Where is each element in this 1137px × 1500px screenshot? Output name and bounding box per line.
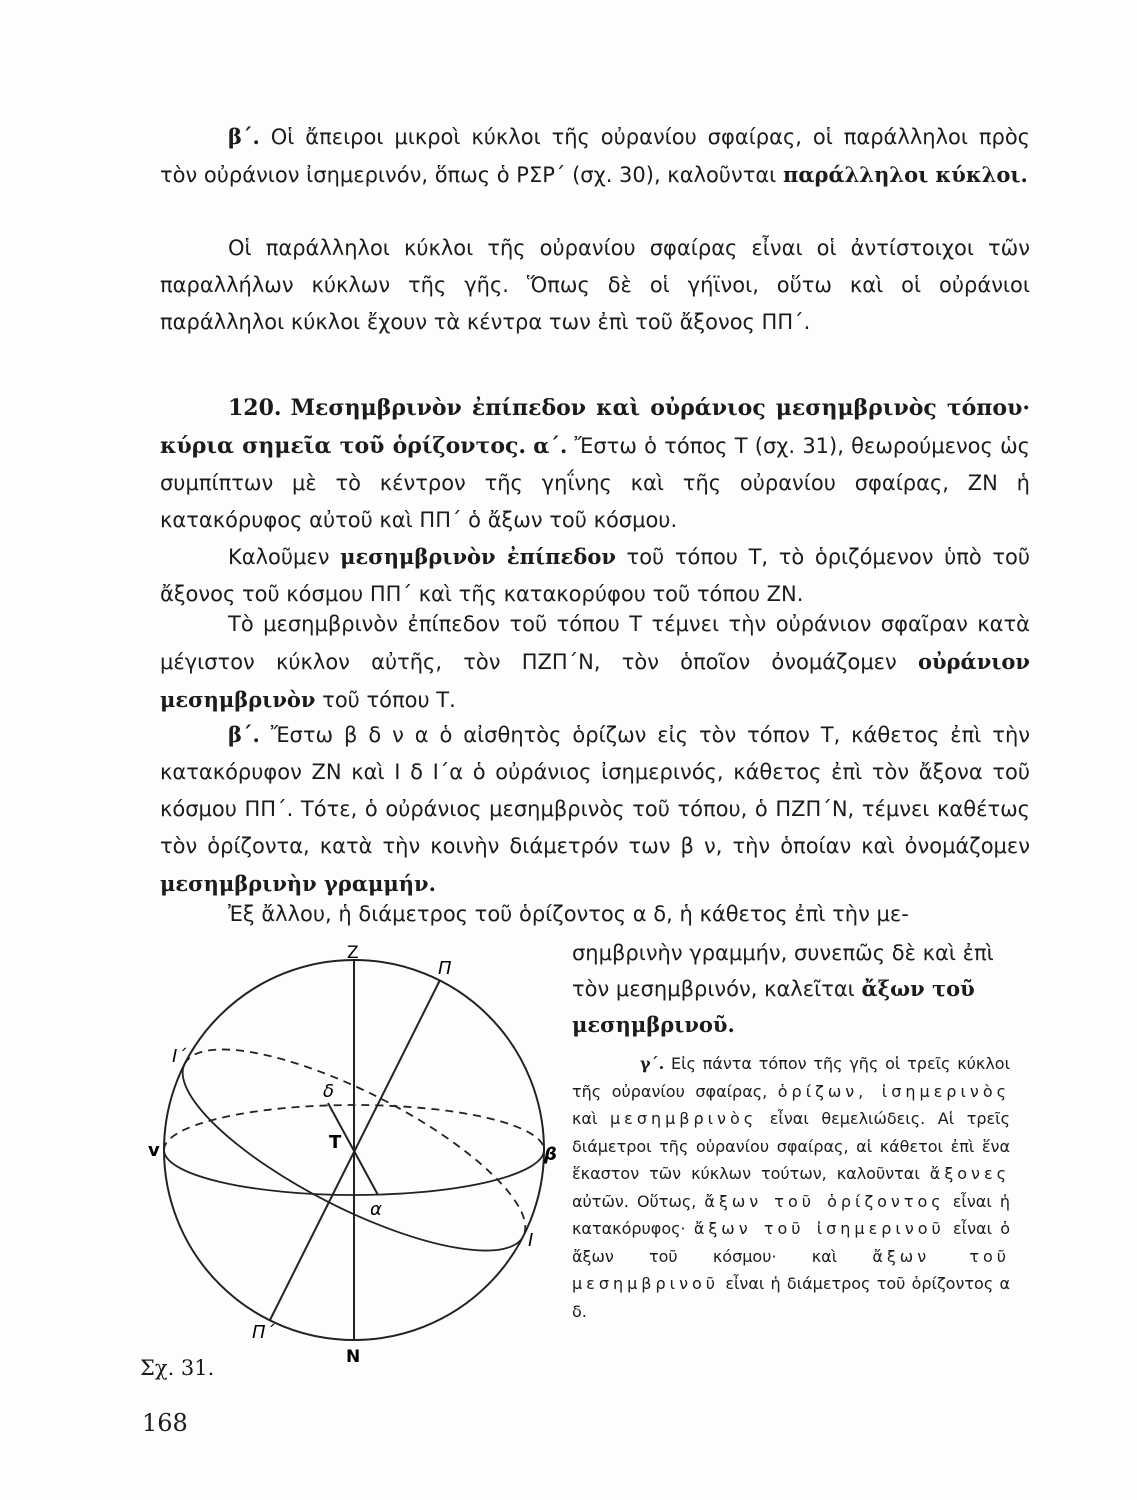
bold-term: μεσημβρινὸν ἐπίπεδον [340, 544, 616, 569]
paragraph-text: σημβρινὴν γραμμήν, συνεπῶς δὲ καὶ ἐπὶ τὸν μεσημβρινόν, καλεῖται [572, 941, 994, 1001]
spaced-term: ἄξων τοῦ ἰσημερινοῦ [693, 1219, 945, 1238]
paragraph-parallel-centers [160, 230, 1030, 341]
label-z: Z [347, 943, 359, 963]
paragraph-text: Οἱ παράλληλοι κύκλοι τῆς οὐρανίου σφαίρας εἶναι οἱ ἀντίστοιχοι τῶν παραλλήλων κύκλων τῆς γῆς. Ὅπως δὲ οἱ γήϊνοι, οὕτω καὶ οἱ οὐράνιοι παράλληλοι κύκλοι ἔχουν τὰ κέντρα των ἐπὶ τοῦ ἄξονος ΠΠ΄. [160, 236, 1030, 334]
figure-caption: Σχ. 31. [140, 1356, 215, 1380]
label-i: Ι [528, 1230, 534, 1251]
section-number: 120. [228, 395, 282, 421]
bold-term: ἄξων τοῦ μεσημβρινοῦ. [572, 976, 975, 1037]
paragraph-text: τοῦ τόπου Τ, τὸ ὁριζόμενον ὑπὸ τοῦ ἄξονος τοῦ κόσμου ΠΠ΄ καὶ τῆς κατακορύφου τοῦ τόπου ΖΝ. [160, 545, 1030, 606]
paragraph-celestial-meridian [160, 606, 1030, 719]
bold-term: μεσημβρινὴν γραμμήν. [160, 871, 436, 896]
label-p-prime: Π΄ [252, 1322, 275, 1343]
paragraph-text: εἶναι ἡ κατακόρυφος· [572, 1191, 1010, 1238]
label-n: N [346, 1347, 361, 1367]
label-p: Π [438, 958, 452, 979]
celestial-sphere-figure [140, 940, 560, 1380]
bold-term: οὐράνιον μεσημβρινὸν [160, 649, 1030, 712]
item-label: β΄. [228, 722, 260, 747]
paragraph-text: Ἔστω β δ ν α ὁ αἰσθητὸς ὁρίζων εἰς τὸν τόπον Τ, κάθετος ἐπὶ τὴν κατακόρυφον ΖΝ καὶ Ι δ Ι΄α ὁ οὐράνιος ἰσημερινός, κάθετος ἐπὶ τὸν ἄξονα τοῦ κόσμου ΠΠ΄. Τότε, ὁ οὐράνιος μεσημβρινὸς τοῦ τόπου, ὁ ΠΖΠ΄Ν, τέμνει καθέτως τὸν ὁρίζοντα, κατὰ τὴν κοινὴν διάμετρόν των β ν, τὴν ὁποίαν καὶ ὀνομάζομεν [160, 723, 1030, 858]
paragraph-text: Οἱ ἄπειροι μικροὶ κύκλοι τῆς οὐρανίου σφαίρας, οἱ παράλληλοι πρὸς τὸν οὐράνιον ἰσημερινόν, ὅπως ὁ ΡΣΡ΄ (σχ. 30), καλοῦνται [160, 125, 1030, 187]
paragraph-text: εἶναι ὁ ἄξων τοῦ κόσμου· καὶ [572, 1219, 1010, 1266]
paragraph-text: Ἔστω ὁ τόπος Τ (σχ. 31), θεωρούμενος ὡς συμπίπτων μὲ τὸ κέντρον τῆς γηΐνης καὶ τῆς οὐρανίου σφαίρας, ΖΝ ἡ κατακόρυφος αὐτοῦ καὶ ΠΠ΄ ὁ ἄξων τοῦ κόσμου. [160, 434, 1030, 532]
spaced-term: ἄξων τοῦ μεσημβρινοῦ [572, 1246, 1011, 1293]
paragraph-meridian-axis-rest [572, 935, 1012, 1043]
section-120 [160, 390, 1030, 539]
label-v: v [148, 1140, 160, 1161]
label-beta: β [544, 1144, 557, 1165]
label-t: T [329, 1132, 342, 1153]
spaced-term: ὁρίζων, ἰσημερινὸς [777, 1081, 1010, 1101]
paragraph-text: αὐτῶν. Οὕτως, [572, 1191, 697, 1211]
equator-front [158, 1064, 523, 1288]
spaced-term: ἄξων τοῦ ὁρίζοντος [704, 1191, 945, 1211]
item-label: α΄. [533, 433, 568, 458]
paragraph-meridian-line [160, 716, 1030, 903]
label-alpha: α [370, 1199, 382, 1220]
paragraph-meridian-axis-first-line [160, 896, 1030, 933]
spaced-term: ἄξονες [929, 1164, 1010, 1183]
section-title: Μεσημβρινὸν ἐπίπεδον καὶ οὐράνιος μεσημβρινὸς τόπου· κύρια σημεῖα τοῦ ὁρίζοντος. [160, 395, 1030, 459]
spaced-term: μεσημβρινὸς [609, 1109, 758, 1128]
bold-term: παράλληλοι κύκλοι. [782, 162, 1028, 187]
paragraph-text: τοῦ τόπου Τ. [322, 688, 456, 712]
paragraph-text: Καλοῦμεν [228, 545, 330, 569]
paragraph-text: Τὸ μεσημβρινὸν ἐπίπεδον τοῦ τόπου Τ τέμνει τὴν οὐράνιον σφαῖραν κατὰ μέγιστον κύκλον αὐτῆς, τὸν ΠΖΠ΄Ν, τὸν ὁποῖον ὀνομάζομεν [160, 612, 1030, 674]
paragraph-parallel-circles [160, 118, 1030, 194]
paragraph-text: καὶ [572, 1109, 598, 1128]
paragraph-fundamental-circles [572, 1050, 1010, 1325]
page-number: 168 [142, 1409, 188, 1437]
paragraph-text: Ἐξ ἄλλου, ἡ διάμετρος τοῦ ὁρίζοντος α δ, ἡ κάθετος ἐπὶ τὴν με- [228, 902, 909, 926]
paragraph-text: εἶναι ἡ διάμετρος τοῦ ὁρίζοντος α δ. [572, 1274, 1010, 1321]
item-label: γ΄. [640, 1054, 665, 1073]
label-i-prime: Ι΄ [172, 1046, 187, 1067]
label-delta: δ [323, 1081, 335, 1102]
paragraph-meridian-plane [160, 538, 1030, 613]
paragraph-text: Εἰς πάντα τόπον τῆς γῆς οἱ τρεῖς κύκλοι τῆς οὐρανίου σφαίρας, [572, 1054, 1010, 1101]
item-label: β΄. [228, 124, 260, 149]
paragraph-text: εἶναι θεμελιώδεις. Αἱ τρεῖς διάμετροι τῆς οὐρανίου σφαίρας, αἱ κάθετοι ἐπὶ ἕνα ἕκαστον τῶν κύκλων τούτων, καλοῦνται [572, 1109, 1010, 1183]
